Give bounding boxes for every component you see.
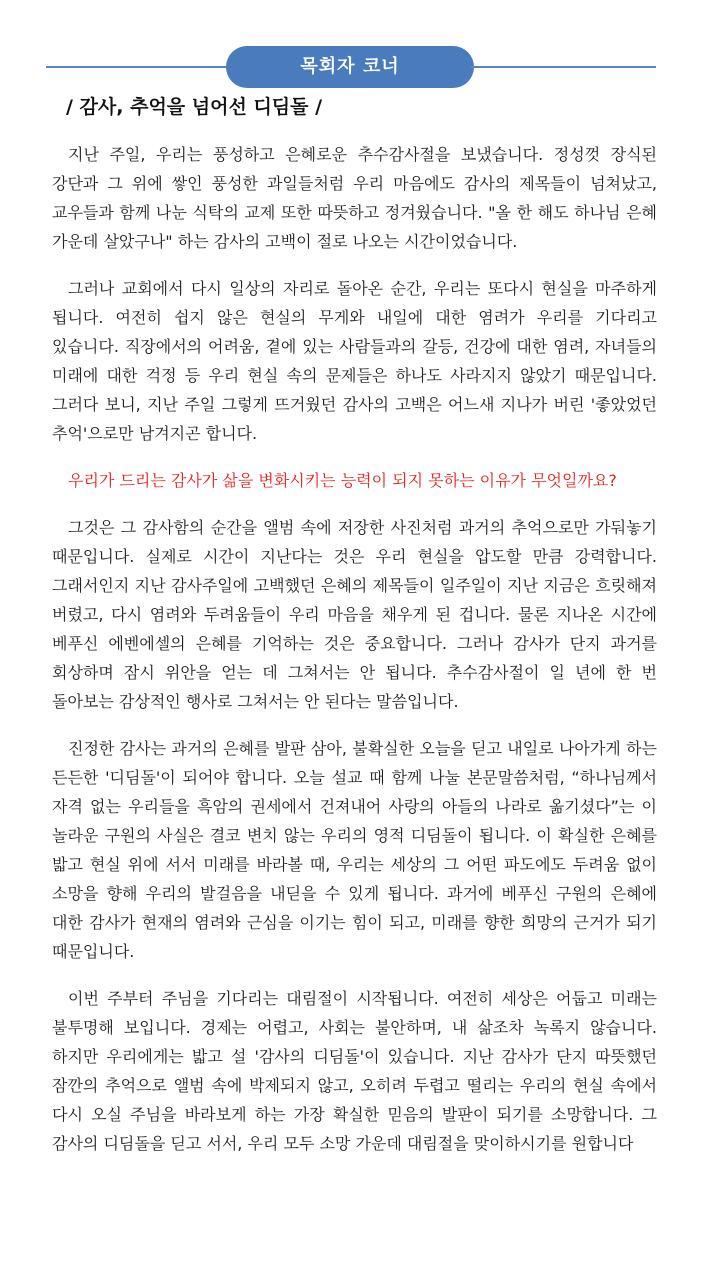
paragraph-4: 진정한 감사는 과거의 은혜를 발판 삼아, 불확실한 오늘을 딛고 내일로 나아가게 하는 든든한 '디딤돌'이 되어야 합니다. 오늘 설교 때 함께 나눌 본문말씀처럼, “하나님께서 자격 없는 우리들을 흑암의 권세에서 건져내어 사랑의 아들의 나라로 옮기셨다”는 이 놀라운 구원의 사실은 결코 변치 않는 우리의 영적 디딤돌이 됩니다. 이 확실한 은혜를 밟고 현실 위에 서서 미래를 바라볼 때, 우리는 세상의 그 어떤 파도에도 두려움 없이 소망을 향해 우리의 발걸음을 내딛을 수 있게 됩니다. 과거에 베푸신 구원의 은혜에 대한 감사가 현재의 염려와 근심을 이기는 힘이 되고, 미래를 향한 희망의 근거가 되기 때문입니다. bbox=[52, 739, 657, 961]
highlight-question: 우리가 드리는 감사가 삶을 변화시키는 능력이 되지 못하는 이유가 무엇일까요? bbox=[68, 471, 617, 490]
article-title: / 감사, 추억을 넘어선 디딤돌 / bbox=[66, 96, 323, 118]
paragraph-1: 지난 주일, 우리는 풍성하고 은혜로운 추수감사절을 보냈습니다. 정성껏 장식된 강단과 그 위에 쌓인 풍성한 과일들처럼 우리 마음에도 감사의 제목들이 넘쳐났고, 교우들과 함께 나눈 식탁의 교제 또한 따뜻하고 정겨웠습니다. "올 한 해도 하나님 은혜 가운데 살았구나" 하는 감사의 고백이 절로 나오는 시간이었습니다. bbox=[52, 145, 657, 251]
banner-line-left bbox=[46, 66, 228, 68]
section-label: 목회자 코너 bbox=[226, 46, 474, 88]
paragraph-3: 그것은 그 감사함의 순간을 앨범 속에 저장한 사진처럼 과거의 추억으로만 가둬놓기 때문입니다. 실제로 시간이 지난다는 것은 우리 현실을 압도할 만큼 강력합니다. 그래서인지 지난 감사주일에 고백했던 은혜의 제목들이 일주일이 지난 지금은 흐릿해져 버렸고, 다시 염려와 두려움들이 우리 마음을 채우게 된 겁니다. 물론 지나온 시간에 베푸신 에벤에셀의 은혜를 기억하는 것은 중요합니다. 그러나 감사가 단지 과거를 회상하며 잠시 위안을 얻는 데 그쳐서는 안 됩니다. 추수감사절이 일 년에 한 번 돌아보는 감상적인 행사로 그쳐서는 안 된다는 말씀입니다. bbox=[52, 518, 657, 711]
paragraph-5: 이번 주부터 주님을 기다리는 대림절이 시작됩니다. 여전히 세상은 어둡고 미래는 불투명해 보입니다. 경제는 어렵고, 사회는 불안하며, 내 삶조차 녹록지 않습니다. 하지만 우리에게는 밟고 설 '감사의 디딤돌'이 있습니다. 지난 감사가 단지 따뜻했던 잠깐의 추억으로 앨범 속에 박제되지 않고, 오히려 두렵고 떨리는 우리의 현실 속에서 다시 오실 주님을 바라보게 하는 가장 확실한 믿음의 발판이 되기를 소망합니다. 그 감사의 디딤돌을 딛고 서서, 우리 모두 소망 가운데 대림절을 맞이하시기를 원합니다 bbox=[52, 989, 657, 1153]
article-body bbox=[52, 140, 657, 1176]
paragraph-2: 그러나 교회에서 다시 일상의 자리로 돌아온 순간, 우리는 또다시 현실을 마주하게 됩니다. 여전히 쉽지 않은 현실의 무게와 내일에 대한 염려가 우리를 기다리고 있습니다. 직장에서의 어려움, 곁에 있는 사람들과의 갈등, 건강에 대한 염려, 자녀들의 미래에 대한 걱정 등 우리 현실 속의 문제들은 하나도 사라지지 않았기 때문입니다. 그러다 보니, 지난 주일 그렇게 뜨거웠던 감사의 고백은 어느새 지나가 버린 '좋았었던 추억'으로만 남겨지곤 합니다. bbox=[52, 279, 657, 443]
banner-line-right bbox=[470, 66, 656, 68]
